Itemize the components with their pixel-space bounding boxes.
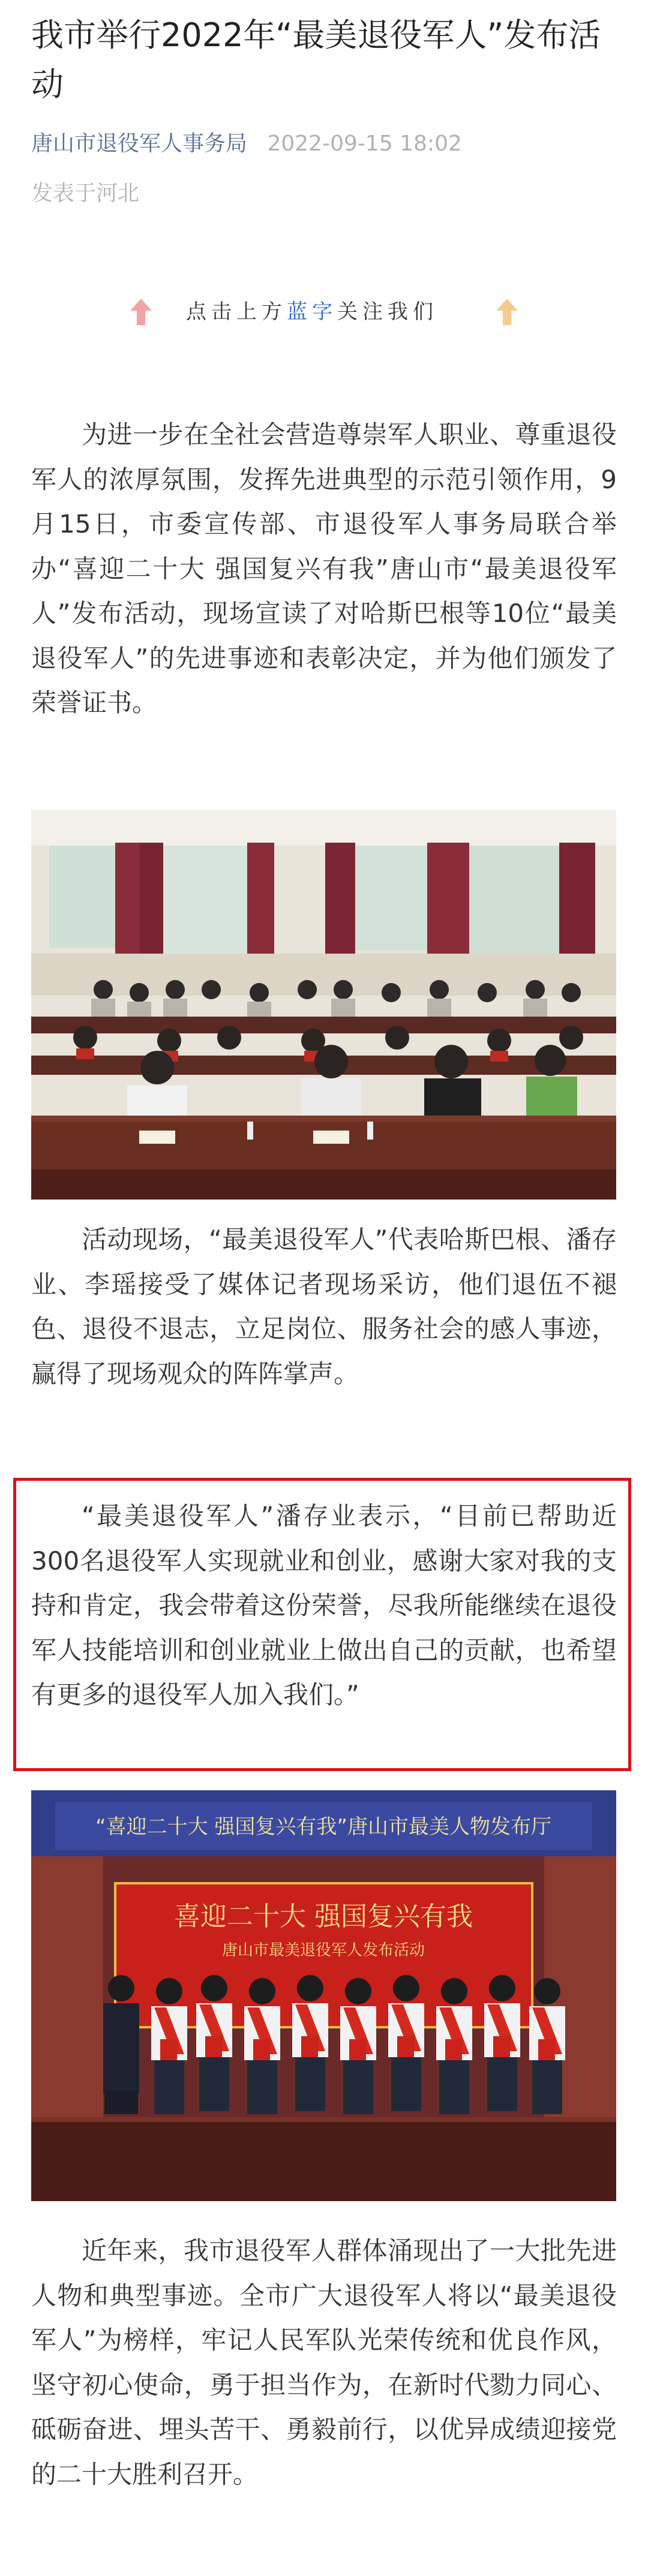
follow-highlight: 蓝字 [287, 300, 337, 324]
paragraph-conclusion: 近年来，我市退役军人群体涌现出了一大批先进人物和典型事迹。全市广大退役军人将以“最美退役军人”为榜样，牢记人民军队光荣传统和优良作风，坚守初心使命，勇于担当作为，在新时代勠力同心、砥砺奋进、埋头苦干、勇毅前行，以优异成绩迎接党的二十大胜利召开。 [31, 2236, 617, 2489]
event-photo-ceremony [31, 1790, 616, 2201]
paragraph-quote: “最美退役军人”潘存业表示，“目前已帮助近300名退役军人实现就业和创业，感谢大家对我的支持和肯定，我会带着这份荣誉，尽我所能继续在退役军人技能培训和创业就业上做出自己的贡献，也希望有更多的退役军人加入我们。” [31, 1501, 617, 1709]
up-arrow-icon [495, 297, 519, 326]
event-photo-audience [31, 810, 616, 1200]
ceremony-banner-text: “喜迎二十大 强国复兴有我”唐山市最美人物发布厅 [95, 1815, 552, 1839]
paragraph-interview: 活动现场，“最美退役军人”代表哈斯巴根、潘存业、李瑶接受了媒体记者现场采访，他们退伍不褪色、退役不退志，立足岗位、服务社会的感人事迹，赢得了现场观众的阵阵掌声。 [31, 1225, 617, 1388]
article-meta [31, 129, 462, 159]
follow-prompt [129, 294, 519, 330]
paragraph-intro: 为进一步在全社会营造尊崇军人职业、尊重退役军人的浓厚氛围，发挥先进典型的示范引领作用，9月15日，市委宣传部、市退役军人事务局联合举办“喜迎二十大 强国复兴有我”唐山市“最美退役军人”发布活动，现场宣读了对哈斯巴根等10位“最美退役军人”的先进事迹和表彰决定，并为他们颁发了荣誉证书。 [31, 420, 617, 717]
up-arrow-icon [129, 297, 153, 326]
follow-prompt-text: 点击上方蓝字关注我们 [186, 300, 438, 324]
article-title: 我市举行2022年“最美退役军人”发布活动 [31, 16, 601, 103]
screen-headline: 喜迎二十大 强国复兴有我 [174, 1901, 473, 1932]
publish-location: 发表于河北 [31, 181, 140, 206]
account-name-link[interactable]: 唐山市退役军人事务局 [31, 131, 248, 156]
screen-subtitle: 唐山市最美退役军人发布活动 [221, 1941, 425, 1959]
publish-date: 2022-09-15 18:02 [267, 131, 462, 156]
